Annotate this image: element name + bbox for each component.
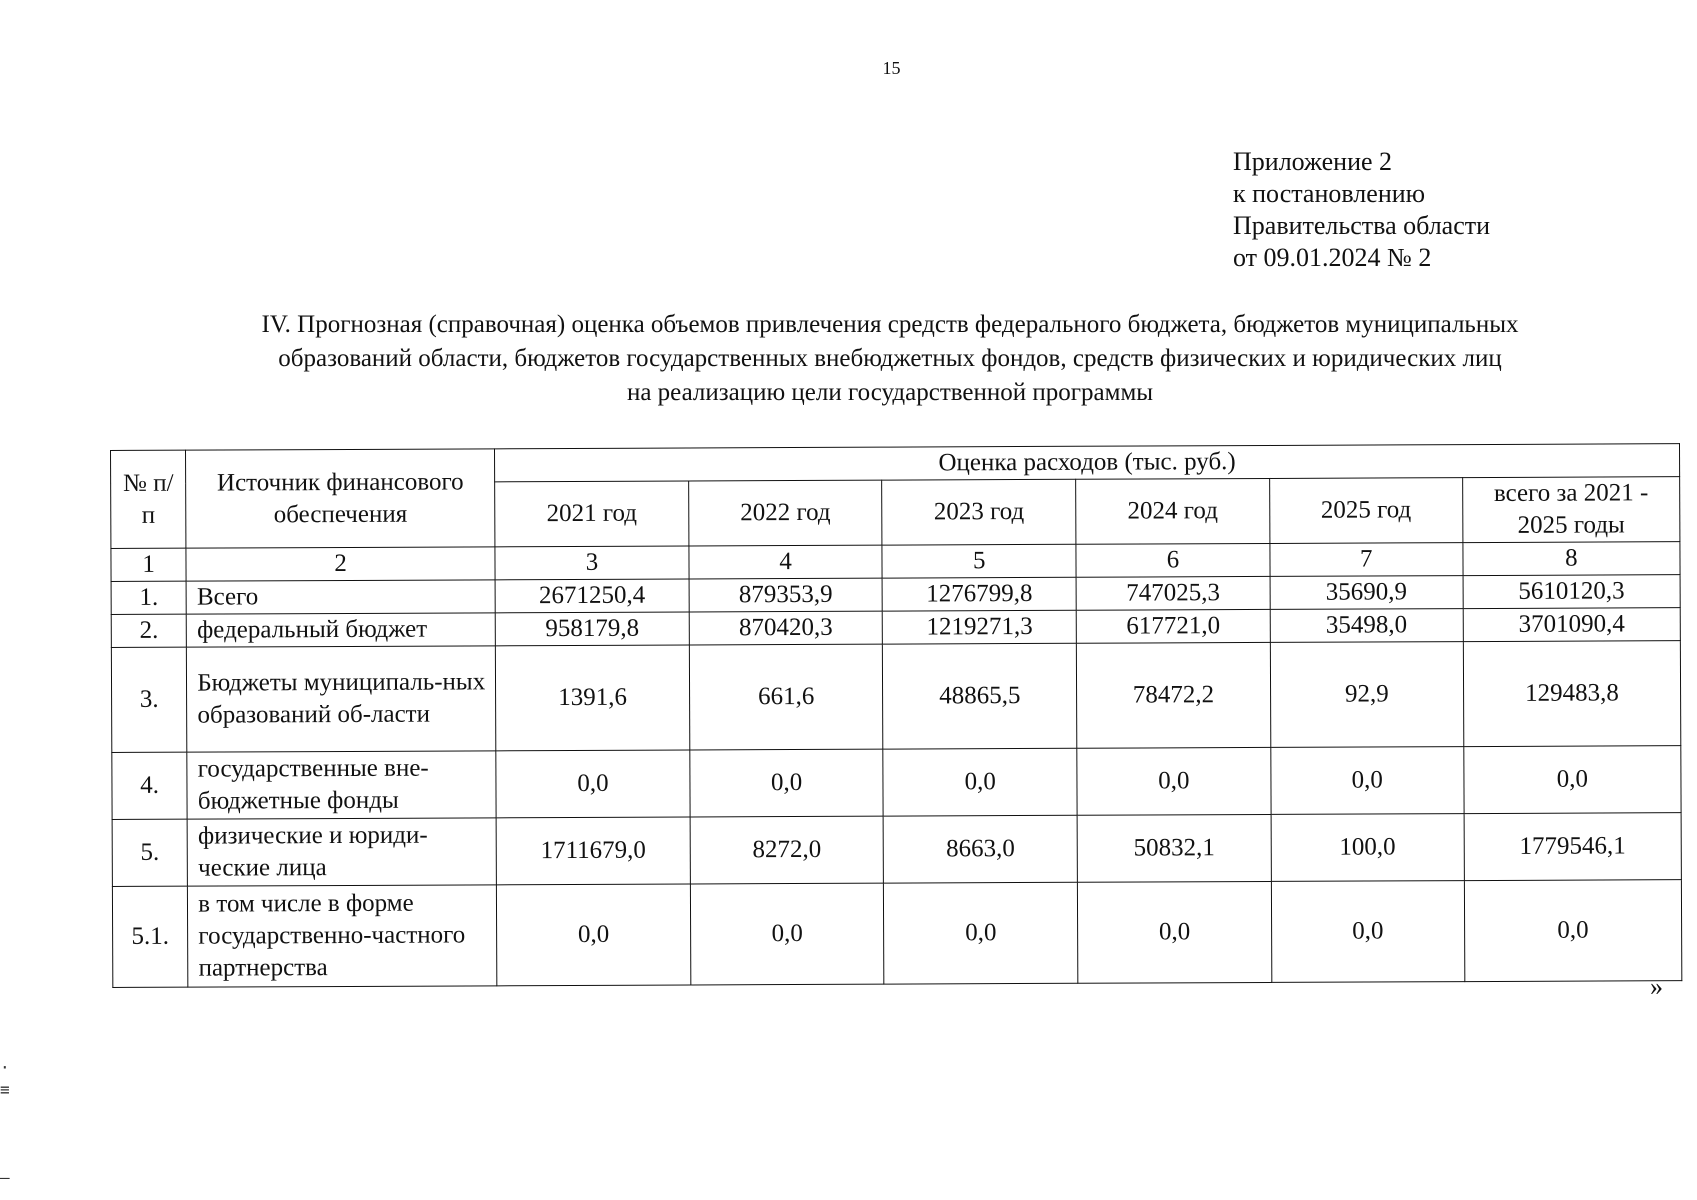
row-value: 92,9 xyxy=(1270,642,1464,748)
appendix-block xyxy=(1233,146,1490,274)
finance-table xyxy=(110,443,1682,988)
row-value: 1711679,0 xyxy=(496,817,690,885)
row-value: 870420,3 xyxy=(689,611,883,645)
row-source: Бюджеты муниципаль-ных образований об-ласти xyxy=(187,646,496,752)
row-value: 661,6 xyxy=(689,644,883,750)
header-expense-estimate: Оценка расходов (тыс. руб.) xyxy=(495,444,1680,482)
row-value: 129483,8 xyxy=(1463,641,1681,747)
table-row xyxy=(112,880,1681,988)
appendix-line: Приложение 2 xyxy=(1233,147,1393,176)
row-value: 0,0 xyxy=(496,884,690,986)
row-value: 100,0 xyxy=(1271,814,1464,882)
row-value: 879353,9 xyxy=(689,578,883,612)
row-value: 0,0 xyxy=(690,883,884,985)
row-value: 0,0 xyxy=(1464,880,1682,982)
index-cell: 3 xyxy=(495,546,689,580)
table-row xyxy=(112,813,1681,887)
row-value: 0,0 xyxy=(1270,747,1463,815)
row-value: 8663,0 xyxy=(883,815,1077,883)
row-value: 0,0 xyxy=(1077,747,1271,815)
row-value: 0,0 xyxy=(883,748,1077,816)
row-value: 48865,5 xyxy=(883,643,1077,749)
row-num: 3. xyxy=(111,647,187,752)
index-cell: 7 xyxy=(1270,543,1463,577)
row-value: 1391,6 xyxy=(495,645,689,751)
section-title-line: на реализацию цели государственной программы xyxy=(626,379,1154,406)
header-year: 2024 год xyxy=(1076,478,1270,544)
scan-edge-mark: · xyxy=(0,1058,10,1077)
row-value: 1779546,1 xyxy=(1464,813,1681,881)
header-num: № п/п xyxy=(111,450,187,548)
row-value: 2671250,4 xyxy=(495,579,689,613)
index-cell: 1 xyxy=(111,548,186,581)
row-num: 1. xyxy=(111,581,186,614)
header-total: всего за 2021 - 2025 годы xyxy=(1462,477,1679,543)
page-number: 15 xyxy=(882,58,901,78)
scan-edge-mark: – xyxy=(0,1168,10,1187)
header-source: Источник финансового обеспечения xyxy=(186,449,495,548)
row-num: 5.1. xyxy=(112,886,188,987)
row-num: 5. xyxy=(112,819,188,886)
row-source: Всего xyxy=(186,580,495,614)
row-value: 78472,2 xyxy=(1077,642,1271,748)
row-value: 617721,0 xyxy=(1076,609,1270,643)
row-source: государственные вне-бюджетные фонды xyxy=(187,751,496,819)
row-value: 747025,3 xyxy=(1076,576,1270,610)
row-value: 0,0 xyxy=(1271,881,1465,983)
appendix-line: от 09.01.2024 № 2 xyxy=(1233,243,1432,272)
index-cell: 2 xyxy=(186,547,495,581)
row-source: федеральный бюджет xyxy=(186,613,495,647)
row-num: 2. xyxy=(111,614,186,647)
row-value: 0,0 xyxy=(496,750,690,818)
header-year: 2023 год xyxy=(882,479,1076,545)
index-cell: 6 xyxy=(1076,543,1270,577)
row-value: 35498,0 xyxy=(1270,609,1463,643)
table-row xyxy=(112,746,1681,820)
row-value: 0,0 xyxy=(884,882,1078,984)
index-cell: 4 xyxy=(689,545,883,579)
row-value: 0,0 xyxy=(1464,746,1681,814)
index-cell: 5 xyxy=(882,544,1076,578)
scan-edge-mark: ≡ xyxy=(0,1080,10,1099)
header-year: 2022 год xyxy=(689,480,883,546)
row-value: 1276799,8 xyxy=(882,577,1076,611)
row-value: 0,0 xyxy=(1078,881,1272,983)
row-value: 958179,8 xyxy=(495,612,689,646)
row-value: 1219271,3 xyxy=(883,610,1077,644)
index-cell: 8 xyxy=(1463,542,1680,576)
section-title-line: IV. Прогнозная (справочная) оценка объемов привлечения средств федерального бюджета, бюджетов муниципальных xyxy=(261,311,1519,338)
section-title-line: образований области, бюджетов государственных внебюджетных фондов, средств физических и юридических лиц xyxy=(278,345,1502,372)
row-value: 50832,1 xyxy=(1077,814,1271,882)
row-value: 8272,0 xyxy=(690,816,884,884)
table-row xyxy=(111,641,1680,753)
row-source: в том числе в форме государственно-частного партнерства xyxy=(188,885,497,987)
row-value: 5610120,3 xyxy=(1463,575,1680,609)
section-title xyxy=(150,308,1630,410)
header-year: 2021 год xyxy=(495,481,689,547)
closing-quote: » xyxy=(1650,972,1663,1001)
row-value: 3701090,4 xyxy=(1463,608,1680,642)
row-value: 0,0 xyxy=(690,749,884,817)
row-num: 4. xyxy=(112,752,188,819)
header-year: 2025 год xyxy=(1269,478,1462,544)
appendix-line: Правительства области xyxy=(1233,211,1491,240)
row-source: физические и юриди-ческие лица xyxy=(187,818,496,886)
appendix-line: к постановлению xyxy=(1233,179,1426,208)
row-value: 35690,9 xyxy=(1270,576,1463,610)
